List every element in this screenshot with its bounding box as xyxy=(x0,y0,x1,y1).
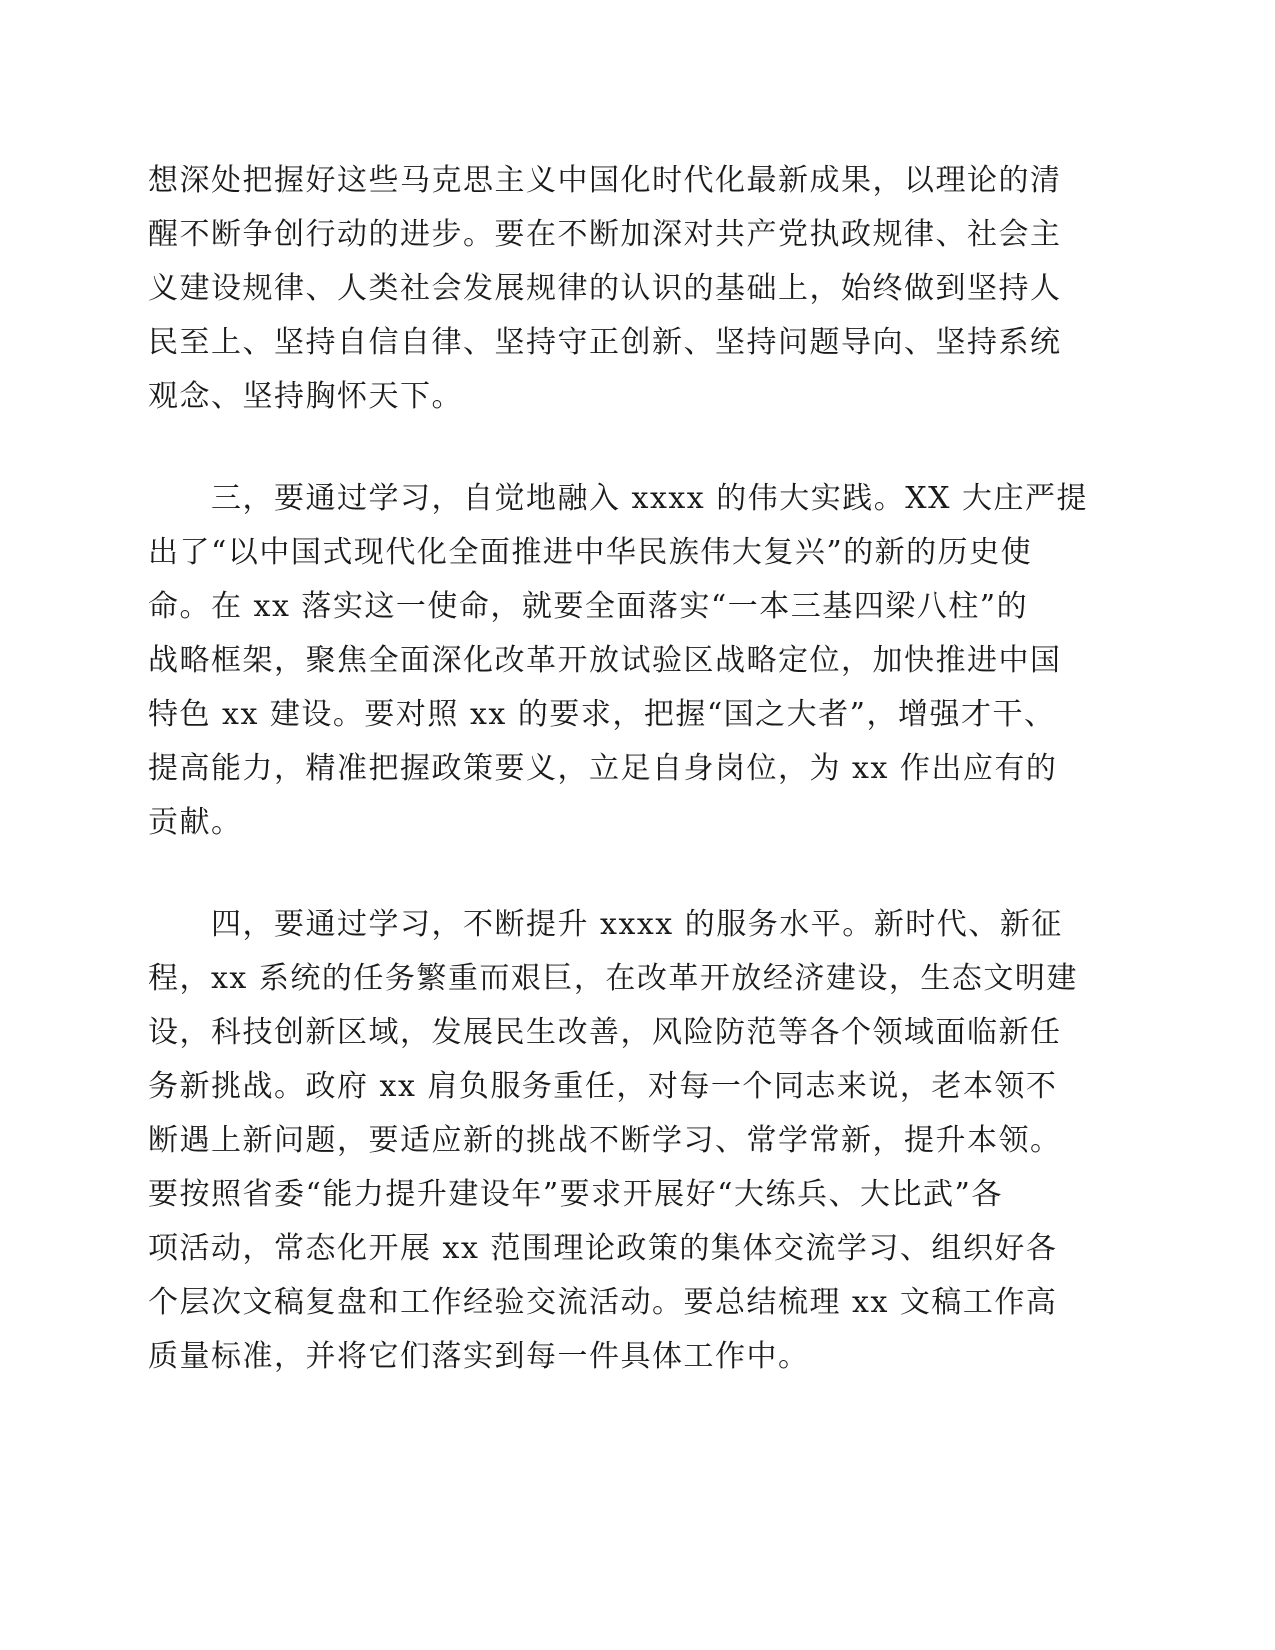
text-line: 提高能力，精准把握政策要义，立足自身岗位，为 xx 作出应有的 xyxy=(148,751,1058,786)
text-line: 特色 xx 建设。要对照 xx 的要求，把握“国之大者”，增强才干、 xyxy=(148,697,1056,732)
text-line: 醒不断争创行动的进步。要在不断加深对共产党执政规律、社会主 xyxy=(148,217,1062,252)
paragraph-point-four xyxy=(148,898,1078,1384)
paragraph-point-three xyxy=(148,472,1088,850)
text-line: 观念、坚持胸怀天下。 xyxy=(148,379,463,414)
text-line: 想深处把握好这些马克思主义中国化时代化最新成果，以理论的清 xyxy=(148,163,1062,198)
text-line: 要按照省委“能力提升建设年”要求开展好“大练兵、大比武”各 xyxy=(148,1177,1003,1212)
text-line: 命。在 xx 落实这一使命，就要全面落实“一本三基四梁八柱”的 xyxy=(148,589,1029,624)
text-line: 贡献。 xyxy=(148,805,243,840)
text-line: 义建设规律、人类社会发展规律的认识的基础上，始终做到坚持人 xyxy=(148,271,1062,306)
text-line: 民至上、坚持自信自律、坚持守正创新、坚持问题导向、坚持系统 xyxy=(148,325,1062,360)
text-line: 项活动，常态化开展 xx 范围理论政策的集体交流学习、组织好各 xyxy=(148,1231,1058,1266)
text-line: 程，xx 系统的任务繁重而艰巨，在改革开放经济建设，生态文明建 xyxy=(148,961,1078,996)
text-line: 出了“以中国式现代化全面推进中华民族伟大复兴”的新的历史使 xyxy=(148,535,1033,570)
text-line: 四，要通过学习，不断提升 xxxx 的服务水平。新时代、新征 xyxy=(148,907,1063,942)
document-body xyxy=(148,154,1088,1384)
text-line: 战略框架，聚焦全面深化改革开放试验区战略定位，加快推进中国 xyxy=(148,643,1062,678)
text-line: 务新挑战。政府 xx 肩负服务重任，对每一个同志来说，老本领不 xyxy=(148,1069,1058,1104)
paragraph-continuation xyxy=(148,154,1068,424)
text-line: 三，要通过学习，自觉地融入 xxxx 的伟大实践。XX 大庄严提 xyxy=(148,481,1088,516)
text-line: 设，科技创新区域，发展民生改善，风险防范等各个领域面临新任 xyxy=(148,1015,1062,1050)
text-line: 断遇上新问题，要适应新的挑战不断学习、常学常新，提升本领。 xyxy=(148,1123,1062,1158)
paragraph-spacer xyxy=(148,850,1068,898)
paragraph-spacer xyxy=(148,424,1068,472)
text-line: 个层次文稿复盘和工作经验交流活动。要总结梳理 xx 文稿工作高 xyxy=(148,1285,1058,1320)
text-line: 质量标准，并将它们落实到每一件具体工作中。 xyxy=(148,1339,810,1374)
